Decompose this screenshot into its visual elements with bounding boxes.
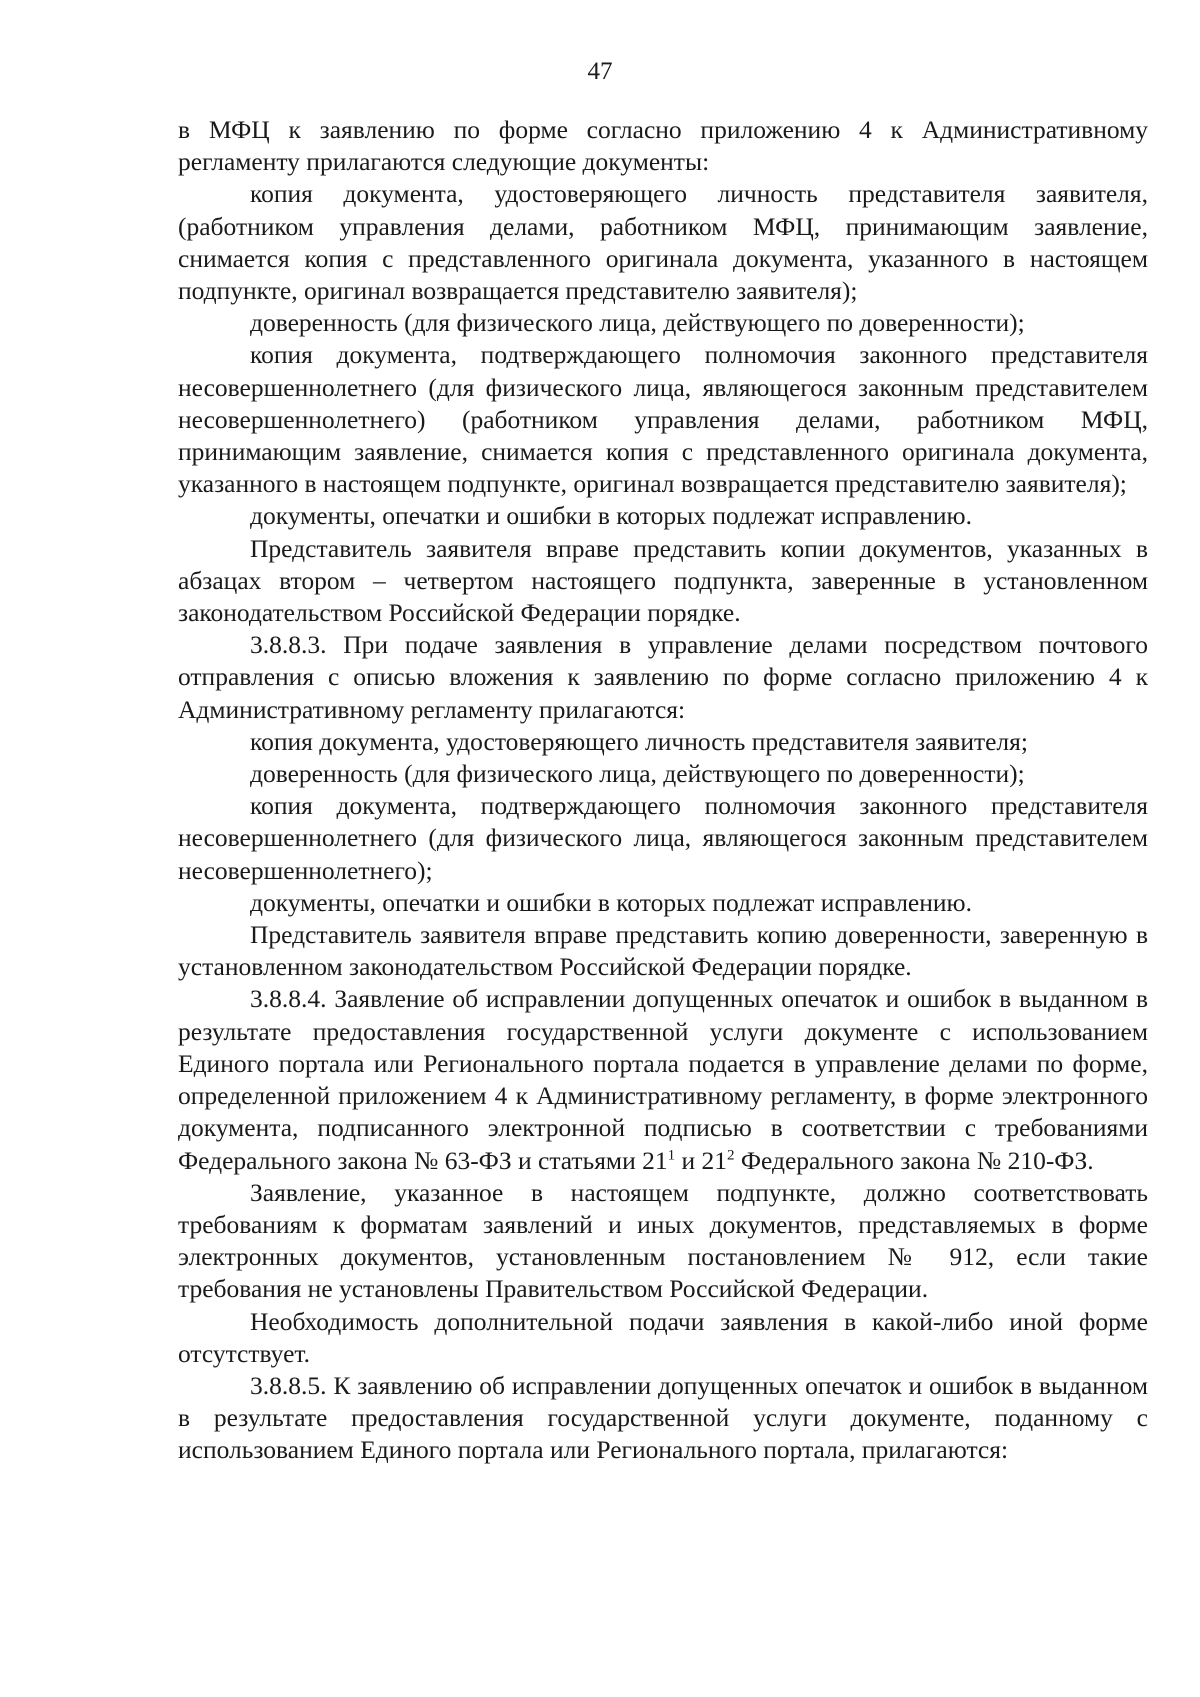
- paragraph-9: доверенность (для физического лица, действующего по доверенности);: [250, 759, 1025, 789]
- paragraph-5: документы, опечатки и ошибки в которых подлежат исправлению.: [250, 501, 972, 531]
- paragraph-10: копия документа, подтверждающего полномочия законного представителя несовершеннолетнего (для физического лица, являющегося законным представителем несовершеннолетнего);: [178, 791, 1148, 885]
- paragraph-4: копия документа, подтверждающего полномочия законного представителя несовершеннолетнего (для физического лица, являющегося законным представителем несовершеннолетнего) (работником управления делами, работником МФЦ, принимающим заявление, снимается копия с представленного оригинала документа, указанного в настоящем подпункте, оригинал возвращается представителю заявителя);: [178, 340, 1148, 499]
- document-body: [178, 114, 1148, 1467]
- paragraph-13-main: 3.8.8.4. Заявление об исправлении допущенных опечаток и ошибок в выданном в результате предоставления государственной услуги документе с использованием Единого портала или Регионального портала подается в управление делами по форме, определенной приложением 4 к Административному регламенту, в форме электронного документа, подписанного электронной подписью в соответствии с требованиями Федерального закона № 63-ФЗ и статьями 21: [178, 984, 1148, 1175]
- paragraph-13: [178, 983, 1148, 1176]
- paragraph-16: 3.8.8.5. К заявлению об исправлении допущенных опечаток и ошибок в выданном в результате предоставления государственной услуги документе, поданному с использованием Единого портала или Регионального портала, прилагаются:: [178, 1370, 1148, 1465]
- paragraph-15: Необходимость дополнительной подачи заявления в какой-либо иной форме отсутствует.: [178, 1306, 1148, 1368]
- paragraph-13-mid: и 21: [675, 1145, 727, 1175]
- paragraph-13-end: Федерального закона № 210-ФЗ.: [734, 1145, 1094, 1175]
- paragraph-7: 3.8.8.3. При подаче заявления в управление делами посредством почтового отправления с описью вложения к заявлению по форме согласно приложению 4 к Административному регламенту прилагаются:: [178, 630, 1148, 724]
- paragraph-8: копия документа, удостоверяющего личность представителя заявителя;: [250, 726, 1028, 756]
- superscript-2: 2: [727, 1147, 735, 1163]
- paragraph-11: документы, опечатки и ошибки в которых подлежат исправлению.: [250, 887, 972, 917]
- page-number: 47: [587, 58, 613, 85]
- paragraph-6: Представитель заявителя вправе представить копии документов, указанных в абзацах втором – четвертом настоящего подпункта, заверенные в установленном законодательством Российской Федерации порядке.: [178, 533, 1148, 628]
- superscript-1: 1: [667, 1147, 676, 1163]
- paragraph-12: Представитель заявителя вправе представить копию доверенности, заверенную в установленном законодательством Российской Федерации порядке.: [178, 920, 1148, 982]
- paragraph-3: доверенность (для физического лица, действующего по доверенности);: [250, 308, 1025, 338]
- paragraph-14: Заявление, указанное в настоящем подпункте, должно соответствовать требованиям к форматам заявлений и иных документов, представляемых в форме электронных документов, установленным постановлением № 912, если такие требования не установлены Правительством Российской Федерации.: [178, 1177, 1148, 1304]
- paragraph-2: копия документа, удостоверяющего личность представителя заявителя, (работником управления делами, работником МФЦ, принимающим заявление, снимается копия с представленного оригинала документа, указанного в настоящем подпункте, оригинал возвращается представителю заявителя);: [178, 179, 1148, 306]
- paragraph-1: в МФЦ к заявлению по форме согласно приложению 4 к Административному регламенту прилагаются следующие документы:: [178, 115, 1148, 177]
